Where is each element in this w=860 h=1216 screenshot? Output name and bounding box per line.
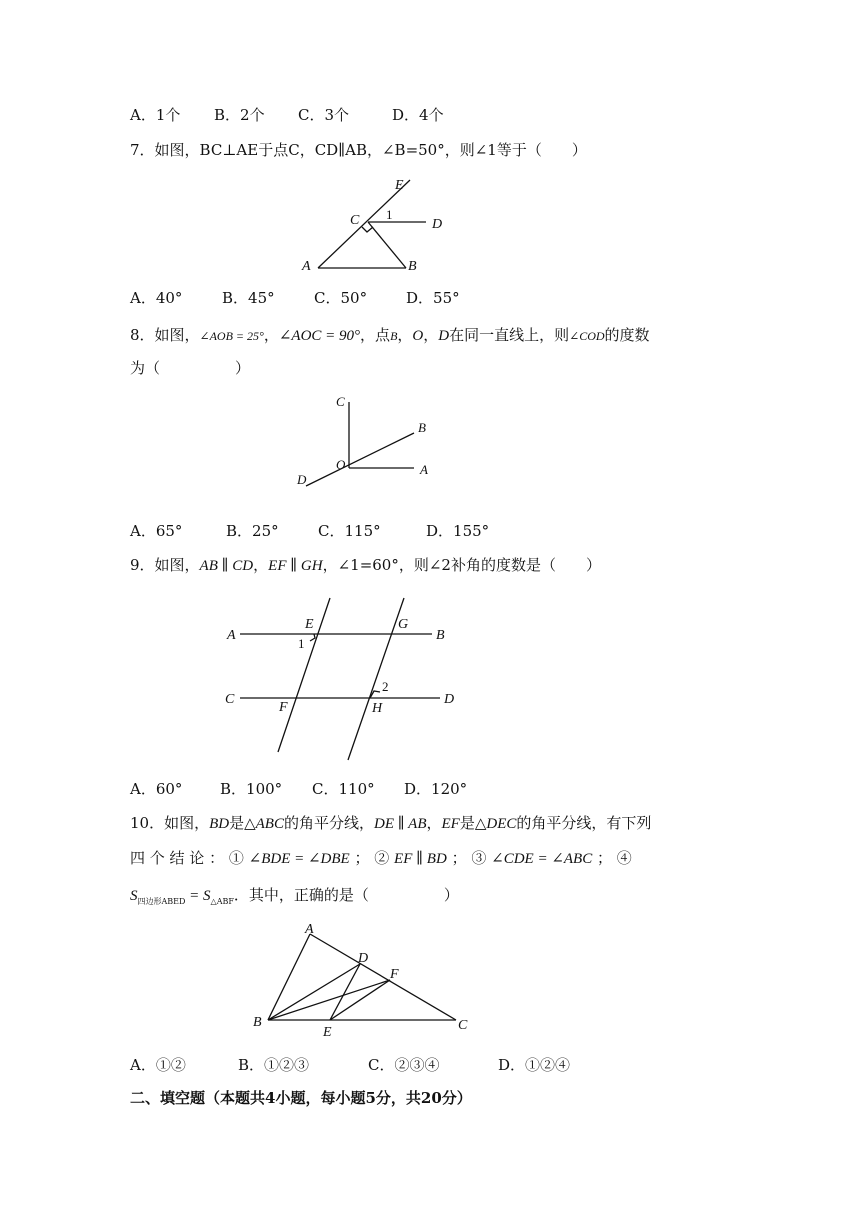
q10-stem-line3 — [130, 884, 459, 913]
q9-option-d: D．120° — [404, 780, 468, 798]
q10-triangle-abc: △ABC — [244, 816, 284, 832]
q7-line-cb — [368, 222, 406, 268]
q10-bd: BD — [209, 816, 230, 832]
q8-option-b: B．25° — [226, 522, 279, 540]
q10-line-bf — [268, 980, 390, 1020]
q10-stem-prefix: 10．如图， — [130, 814, 210, 832]
q10-label-b: B — [253, 1015, 262, 1030]
q9-option-a: A．60° — [130, 780, 183, 798]
q8-angle-aoc: ∠AOC = 90° — [278, 328, 361, 344]
q7-label-c: C — [350, 213, 360, 228]
q10-sep: ， — [426, 814, 442, 832]
q10-stem-question: ．其中，正确的是（ ） — [233, 886, 459, 904]
q8-stem-mid: ，点 — [360, 326, 391, 344]
q7-line-ae — [318, 180, 410, 268]
q8-stem-line1 — [130, 324, 650, 347]
q7-label-a: A — [302, 259, 311, 274]
q9-label-1: 1 — [298, 636, 305, 651]
q10-conclusion-1: ∠BDE = ∠DBE — [248, 851, 350, 867]
q7-option-c: C．50° — [314, 289, 368, 307]
q9-label-b: B — [436, 628, 445, 643]
q8-options — [130, 520, 489, 542]
q10-area-s2: = S — [185, 888, 211, 904]
q10-text-is-2: 是 — [459, 814, 475, 832]
q10-figure — [250, 918, 490, 1043]
q9-stem-prefix: 9．如图， — [130, 556, 200, 574]
q10-option-d: D．①②④ — [498, 1056, 571, 1074]
q6-option-c: C．3个 — [298, 106, 350, 124]
q9-line-ef — [278, 598, 330, 752]
q6-option-d: D．4个 — [392, 106, 444, 124]
q8-figure — [292, 394, 442, 494]
q8-option-a: A．65° — [130, 522, 183, 540]
q10-area-s1-subscript: 四边形ABED — [137, 897, 186, 906]
q10-text-bisector-1: 的角平分线， — [283, 814, 374, 832]
q10-option-c: C．②③④ — [368, 1056, 440, 1074]
q10-de-parallel-ab: DE ∥ AB — [374, 816, 427, 832]
q10-label-d: D — [358, 951, 369, 966]
section-2-title: 二、填空题（本题共4小题，每小题5分，共20分） — [130, 1089, 472, 1107]
q10-triangle-dec: △DEC — [474, 816, 517, 832]
q8-angle-cod: ∠COD — [569, 329, 605, 343]
q7-options — [130, 287, 460, 309]
q8-label-d: D — [297, 472, 307, 487]
q9-label-h: H — [372, 701, 383, 716]
q9-options — [130, 778, 467, 800]
q9-stem-suffix: ，∠1=60°，则∠2补角的度数是（ ） — [322, 556, 601, 574]
q9-stem — [130, 554, 601, 577]
q7-option-a: A．40° — [130, 289, 183, 307]
q7-option-d: D．55° — [406, 289, 460, 307]
q8-stem-tail: 在同一直线上，则 — [449, 326, 570, 344]
q8-option-c: C．115° — [318, 522, 381, 540]
q10-label-c: C — [458, 1018, 468, 1033]
q6-option-a: A．1个 — [130, 106, 181, 124]
q10-conclusion-2-label: ； ② — [354, 849, 390, 867]
q10-options — [130, 1054, 570, 1076]
q10-conclusion-4-label: ； ④ — [597, 849, 632, 867]
q7-right-angle-mark — [362, 227, 373, 232]
q9-ab-parallel-cd: AB ∥ CD — [199, 558, 254, 574]
q8-stem-line2: 为（ ） — [130, 359, 251, 377]
q7-figure — [298, 172, 458, 277]
q8-stem-prefix: 8．如图， — [130, 326, 200, 344]
q10-conclusion-1-label: 四 个 结 论 ： ① — [130, 849, 244, 867]
q8-sep-3: ， — [423, 326, 439, 344]
q7-label-d: D — [432, 217, 443, 232]
q10-area-s1: S — [130, 888, 138, 904]
q7-stem: 7．如图，BC⊥AE于点C，CD∥AB，∠B=50°，则∠1等于（ ） — [130, 141, 587, 159]
q9-label-d: D — [444, 692, 455, 707]
q10-conclusion-2: EF ∥ BD — [394, 851, 447, 867]
q10-conclusion-3-label: ； ③ — [451, 849, 487, 867]
q8-label-o: O — [336, 457, 346, 472]
q7-option-b: B．45° — [222, 289, 275, 307]
q8-angle-aob: ∠AOB = 25° — [199, 329, 264, 343]
q7-label-1: 1 — [386, 207, 393, 222]
q10-line-ac — [310, 934, 456, 1020]
q10-conclusion-3: ∠CDE = ∠ABC — [491, 851, 593, 867]
q9-ef-parallel-gh: EF ∥ GH — [268, 558, 323, 574]
q10-option-b: B．①②③ — [238, 1056, 310, 1074]
q10-stem-line1 — [130, 812, 651, 835]
q8-label-a: A — [420, 462, 428, 477]
q10-label-e: E — [323, 1025, 332, 1040]
q10-text-is-1: 是 — [229, 814, 245, 832]
q9-option-b: B．100° — [220, 780, 283, 798]
q8-stem-end: 的度数 — [604, 326, 650, 344]
q8-label-b: B — [418, 420, 426, 435]
q9-sep: ， — [253, 556, 269, 574]
q9-line-gh — [348, 598, 404, 760]
q9-figure — [222, 588, 472, 763]
q8-option-d: D．155° — [426, 522, 490, 540]
q6-option-b: B．2个 — [214, 106, 265, 124]
q8-line-db — [306, 433, 414, 486]
q8-sep-1: ， — [263, 326, 279, 344]
q8-sep-2: ， — [397, 326, 413, 344]
q9-label-a: A — [227, 628, 236, 643]
q10-text-bisector-2: 的角平分线，有下列 — [516, 814, 652, 832]
q10-stem-line2 — [130, 847, 632, 870]
q10-label-f: F — [390, 967, 399, 982]
q7-label-e: E — [395, 178, 404, 193]
q9-label-e: E — [305, 617, 314, 632]
q6-options — [130, 104, 444, 126]
q10-option-a: A．①② — [130, 1056, 186, 1074]
q10-line-ef — [330, 980, 390, 1020]
q7-label-b: B — [408, 259, 417, 274]
q8-point-o: O — [412, 328, 424, 344]
q9-label-2: 2 — [382, 679, 389, 694]
q10-ef: EF — [441, 816, 460, 832]
q9-label-c: C — [225, 692, 235, 707]
q8-point-b: B — [390, 329, 398, 343]
q9-label-g: G — [398, 617, 409, 632]
q9-label-f: F — [279, 700, 288, 715]
q9-angle-1-arc — [310, 634, 315, 641]
q9-option-c: C．110° — [312, 780, 375, 798]
q10-area-s2-subscript: △ABF — [210, 897, 234, 906]
q8-label-c: C — [336, 394, 345, 409]
q8-point-d: D — [438, 328, 450, 344]
q10-label-a: A — [305, 922, 314, 937]
